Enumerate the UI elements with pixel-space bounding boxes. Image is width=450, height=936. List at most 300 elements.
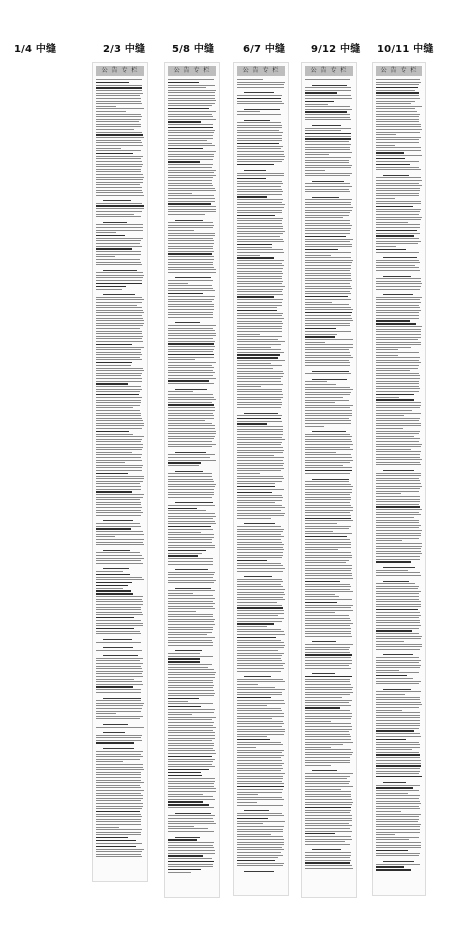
text-line [237,687,275,688]
text-line [376,352,419,353]
text-line [175,502,212,503]
text-line [96,251,141,252]
text-line [237,347,271,348]
text-line [305,273,351,274]
text-line [168,513,215,514]
text-line [237,289,283,290]
text-line [237,223,282,224]
text-line [168,523,216,524]
text-line [168,214,205,215]
text-line [305,465,343,466]
text-line [305,260,353,261]
text-line [96,224,143,225]
text-line [96,315,142,316]
text-line [96,182,143,183]
text-line [168,425,215,426]
text-line [237,415,282,416]
text-line [376,418,420,419]
text-line [237,481,282,482]
text-line [96,625,143,626]
text-line [305,860,351,861]
text-line [168,391,193,392]
text-line [168,438,214,439]
text-line [376,87,418,88]
text-line [376,206,413,207]
column-label-1-4: 1/4 中缝 [14,44,57,55]
text-line [168,730,213,731]
text-line [244,523,275,524]
text-line [175,452,206,453]
text-line [237,231,285,232]
text-line [96,660,140,661]
text-line [168,423,212,424]
text-line [168,481,214,482]
text-line [96,289,122,290]
text-line [168,138,213,139]
strip-text-body [96,79,144,878]
text-line [237,404,282,405]
text-line [96,609,141,610]
text-line [96,349,141,350]
text-line [96,764,143,765]
text-line [305,539,350,540]
text-line [96,491,132,492]
text-line [168,235,215,236]
text-line [305,357,353,358]
text-line [237,665,283,666]
text-line [168,542,212,543]
text-line [376,233,420,234]
text-line [96,410,140,411]
text-line [237,534,281,535]
text-line [376,559,420,560]
text-line [96,754,141,755]
text-line [168,614,213,615]
text-line [305,812,350,813]
text-line [376,591,421,592]
text-line [376,697,420,698]
text-line [237,363,271,364]
text-line [305,460,353,461]
text-line [376,347,411,348]
text-line [168,850,215,851]
text-line [96,465,143,466]
text-line [237,805,283,806]
text-line [175,277,211,278]
text-line [96,87,142,88]
text-line [376,278,421,279]
text-line [376,249,406,250]
text-line [237,341,285,342]
text-line [168,95,215,96]
text-line [305,804,352,805]
text-line [96,283,142,284]
text-line [237,111,260,112]
text-line [305,481,349,482]
text-line [96,447,143,448]
text-line [305,189,349,190]
text-line [305,687,353,688]
text-line [376,717,420,718]
text-line [96,254,141,255]
text-line [305,400,349,401]
text-line [305,152,352,153]
text-line [383,861,414,862]
text-line [96,126,141,127]
text-line [237,594,285,595]
text-line [305,320,353,321]
text-line [376,504,419,505]
text-line [168,682,213,683]
text-line [237,371,283,372]
text-line [168,484,216,485]
text-line [376,811,401,812]
text-line [376,665,421,666]
text-line [168,510,206,511]
text-line [376,167,419,168]
text-line [305,270,350,271]
text-line [168,642,213,643]
text-line [96,85,142,86]
text-line [96,208,144,209]
text-line [376,433,419,434]
text-line [237,365,282,366]
text-line [103,647,133,648]
text-line [383,654,413,655]
text-line [376,111,417,112]
text-line [168,608,215,609]
text-line [168,188,215,189]
text-line [376,561,411,562]
text-line [237,571,283,572]
text-line [96,837,128,838]
text-line [237,98,281,99]
text-line [376,683,419,684]
text-line [96,171,141,172]
announcement-strip-2-3 [92,62,148,882]
text-line [96,449,142,450]
text-line [168,801,203,802]
text-line [305,568,352,569]
text-line [168,669,214,670]
text-line [168,532,201,533]
text-line [237,505,282,506]
text-line [96,700,141,701]
text-line [376,633,419,634]
text-line [237,555,283,556]
text-line [376,530,422,531]
text-line [376,425,421,426]
text-line [237,773,285,774]
text-line [305,820,352,821]
text-line [168,267,214,268]
text-line [376,289,420,290]
text-line [96,179,143,180]
text-line [376,543,422,544]
text-line [305,786,353,787]
text-line [96,620,141,621]
text-line [96,354,142,355]
text-line [168,349,214,350]
text-line [376,478,419,479]
text-line [168,375,213,376]
text-line [305,233,350,234]
text-line [305,723,351,724]
text-line [237,531,283,532]
text-line [96,264,142,265]
text-line [237,470,281,471]
text-line [376,617,419,618]
text-line [376,869,411,870]
text-line [237,526,281,527]
text-line [305,128,351,129]
text-line [237,296,274,297]
text-line [237,497,283,498]
text-line [168,847,214,848]
text-line [168,640,212,641]
text-line [168,264,213,265]
text-line [376,415,404,416]
text-line [168,304,214,305]
text-line [168,116,213,117]
text-line [237,726,282,727]
text-line [376,839,409,840]
text-line [96,577,142,578]
text-line [168,367,214,368]
text-line [168,436,215,437]
text-line [237,818,268,819]
text-line [237,397,283,398]
text-line [168,256,214,257]
text-line [237,244,272,245]
text-line [168,335,216,336]
text-line [96,195,144,196]
text-line [376,593,419,594]
text-line [376,368,418,369]
text-line [103,748,134,749]
text-line [237,539,281,540]
text-line [168,486,215,487]
text-line [96,150,141,151]
text-line [376,326,422,327]
text-line [237,734,284,735]
text-line [376,636,422,637]
text-line [305,241,350,242]
text-line [168,410,215,411]
text-line [237,684,258,685]
text-line [237,278,282,279]
text-line [168,658,200,659]
text-line [237,386,261,387]
text-line [237,703,285,704]
text-line [96,856,142,857]
text-line [305,342,325,343]
text-line [168,317,213,318]
text-line [168,619,215,620]
text-line [376,551,421,552]
text-line [237,334,260,335]
text-line [305,739,351,740]
text-line [168,233,215,234]
text-line [305,392,351,393]
text-line [96,246,142,247]
text-line [305,199,352,200]
text-line [376,824,421,825]
text-line [96,114,141,115]
text-line [168,624,215,625]
text-line [376,808,420,809]
text-line [237,268,283,269]
text-line [96,161,142,162]
text-line [96,347,144,348]
text-line [168,858,212,859]
text-line [168,465,199,466]
text-line [96,166,142,167]
text-line [376,853,420,854]
strip-header: 公 告 专 栏 [376,66,422,76]
text-line [96,216,141,217]
column-label-6-7: 6/7 中缝 [243,44,286,55]
text-line [96,803,143,804]
text-line [96,211,142,212]
text-line [237,101,282,102]
text-line [96,405,140,406]
text-line [376,586,419,587]
text-line [96,531,143,532]
text-line [376,195,419,196]
text-line [237,281,283,282]
text-line [305,736,351,737]
text-line [96,523,140,524]
text-line [237,181,282,182]
text-line [168,175,216,176]
text-line [305,334,337,335]
text-line [305,794,351,795]
text-line [376,344,421,345]
text-line [305,360,349,361]
text-line [237,750,284,751]
text-line [376,235,414,236]
text-line [305,644,353,645]
text-line [305,283,350,284]
text-line [305,760,350,761]
text-line [96,785,140,786]
text-line [376,241,421,242]
text-line [305,689,352,690]
text-line [305,584,350,585]
text-line [96,439,142,440]
text-line [305,410,352,411]
text-line [96,827,119,828]
text-line [168,190,216,191]
text-line [376,491,419,492]
text-line [305,293,351,294]
text-line [305,825,352,826]
column-label-5-8: 5/8 中缝 [172,44,215,55]
text-line [237,286,285,287]
text-line [305,336,335,337]
text-line [237,326,282,327]
text-line [237,681,285,682]
text-line [237,455,274,456]
text-line [305,523,337,524]
text-line [168,516,216,517]
text-line [305,90,351,91]
text-line [168,402,212,403]
text-line [376,662,419,663]
text-line [376,556,420,557]
text-line [168,786,214,787]
text-line [168,193,192,194]
text-line [376,451,421,452]
text-line [376,90,415,91]
text-line [168,111,216,112]
text-line [96,761,123,762]
text-line [168,766,215,767]
text-line [237,813,282,814]
text-line [305,841,345,842]
text-line [237,592,284,593]
text-line [168,505,215,506]
text-line [376,765,421,766]
text-line [312,379,347,380]
strip-text-body [376,79,422,892]
text-line [96,394,139,395]
text-line [376,744,420,745]
text-line [237,247,272,248]
text-line [376,790,419,791]
text-line [96,806,143,807]
text-line [237,473,260,474]
text-line [237,605,282,606]
text-line [305,449,353,450]
text-line [312,770,336,771]
text-line [168,296,215,297]
text-line [376,570,408,571]
text-line [376,712,420,713]
text-line [168,855,203,856]
text-line [237,122,281,123]
text-line [96,692,141,693]
text-line [237,815,284,816]
text-line [376,79,420,80]
text-line [168,433,216,434]
text-line [376,177,421,178]
text-line [168,272,216,273]
text-line [96,515,141,516]
text-line [376,488,420,489]
text-line [237,507,285,508]
text-line [96,671,143,672]
text-line [168,725,213,726]
text-line [96,854,141,855]
text-line [244,109,280,110]
text-line [305,215,349,216]
text-line [237,660,282,661]
text-line [96,614,143,615]
text-line [305,518,351,519]
text-line [376,670,399,671]
text-line [305,362,350,363]
text-line [237,199,283,200]
text-line [96,331,142,332]
text-line [168,301,212,302]
text-line [376,95,419,96]
text-line [237,178,266,179]
text-line [305,633,351,634]
text-line [96,79,142,80]
text-line [168,745,214,746]
